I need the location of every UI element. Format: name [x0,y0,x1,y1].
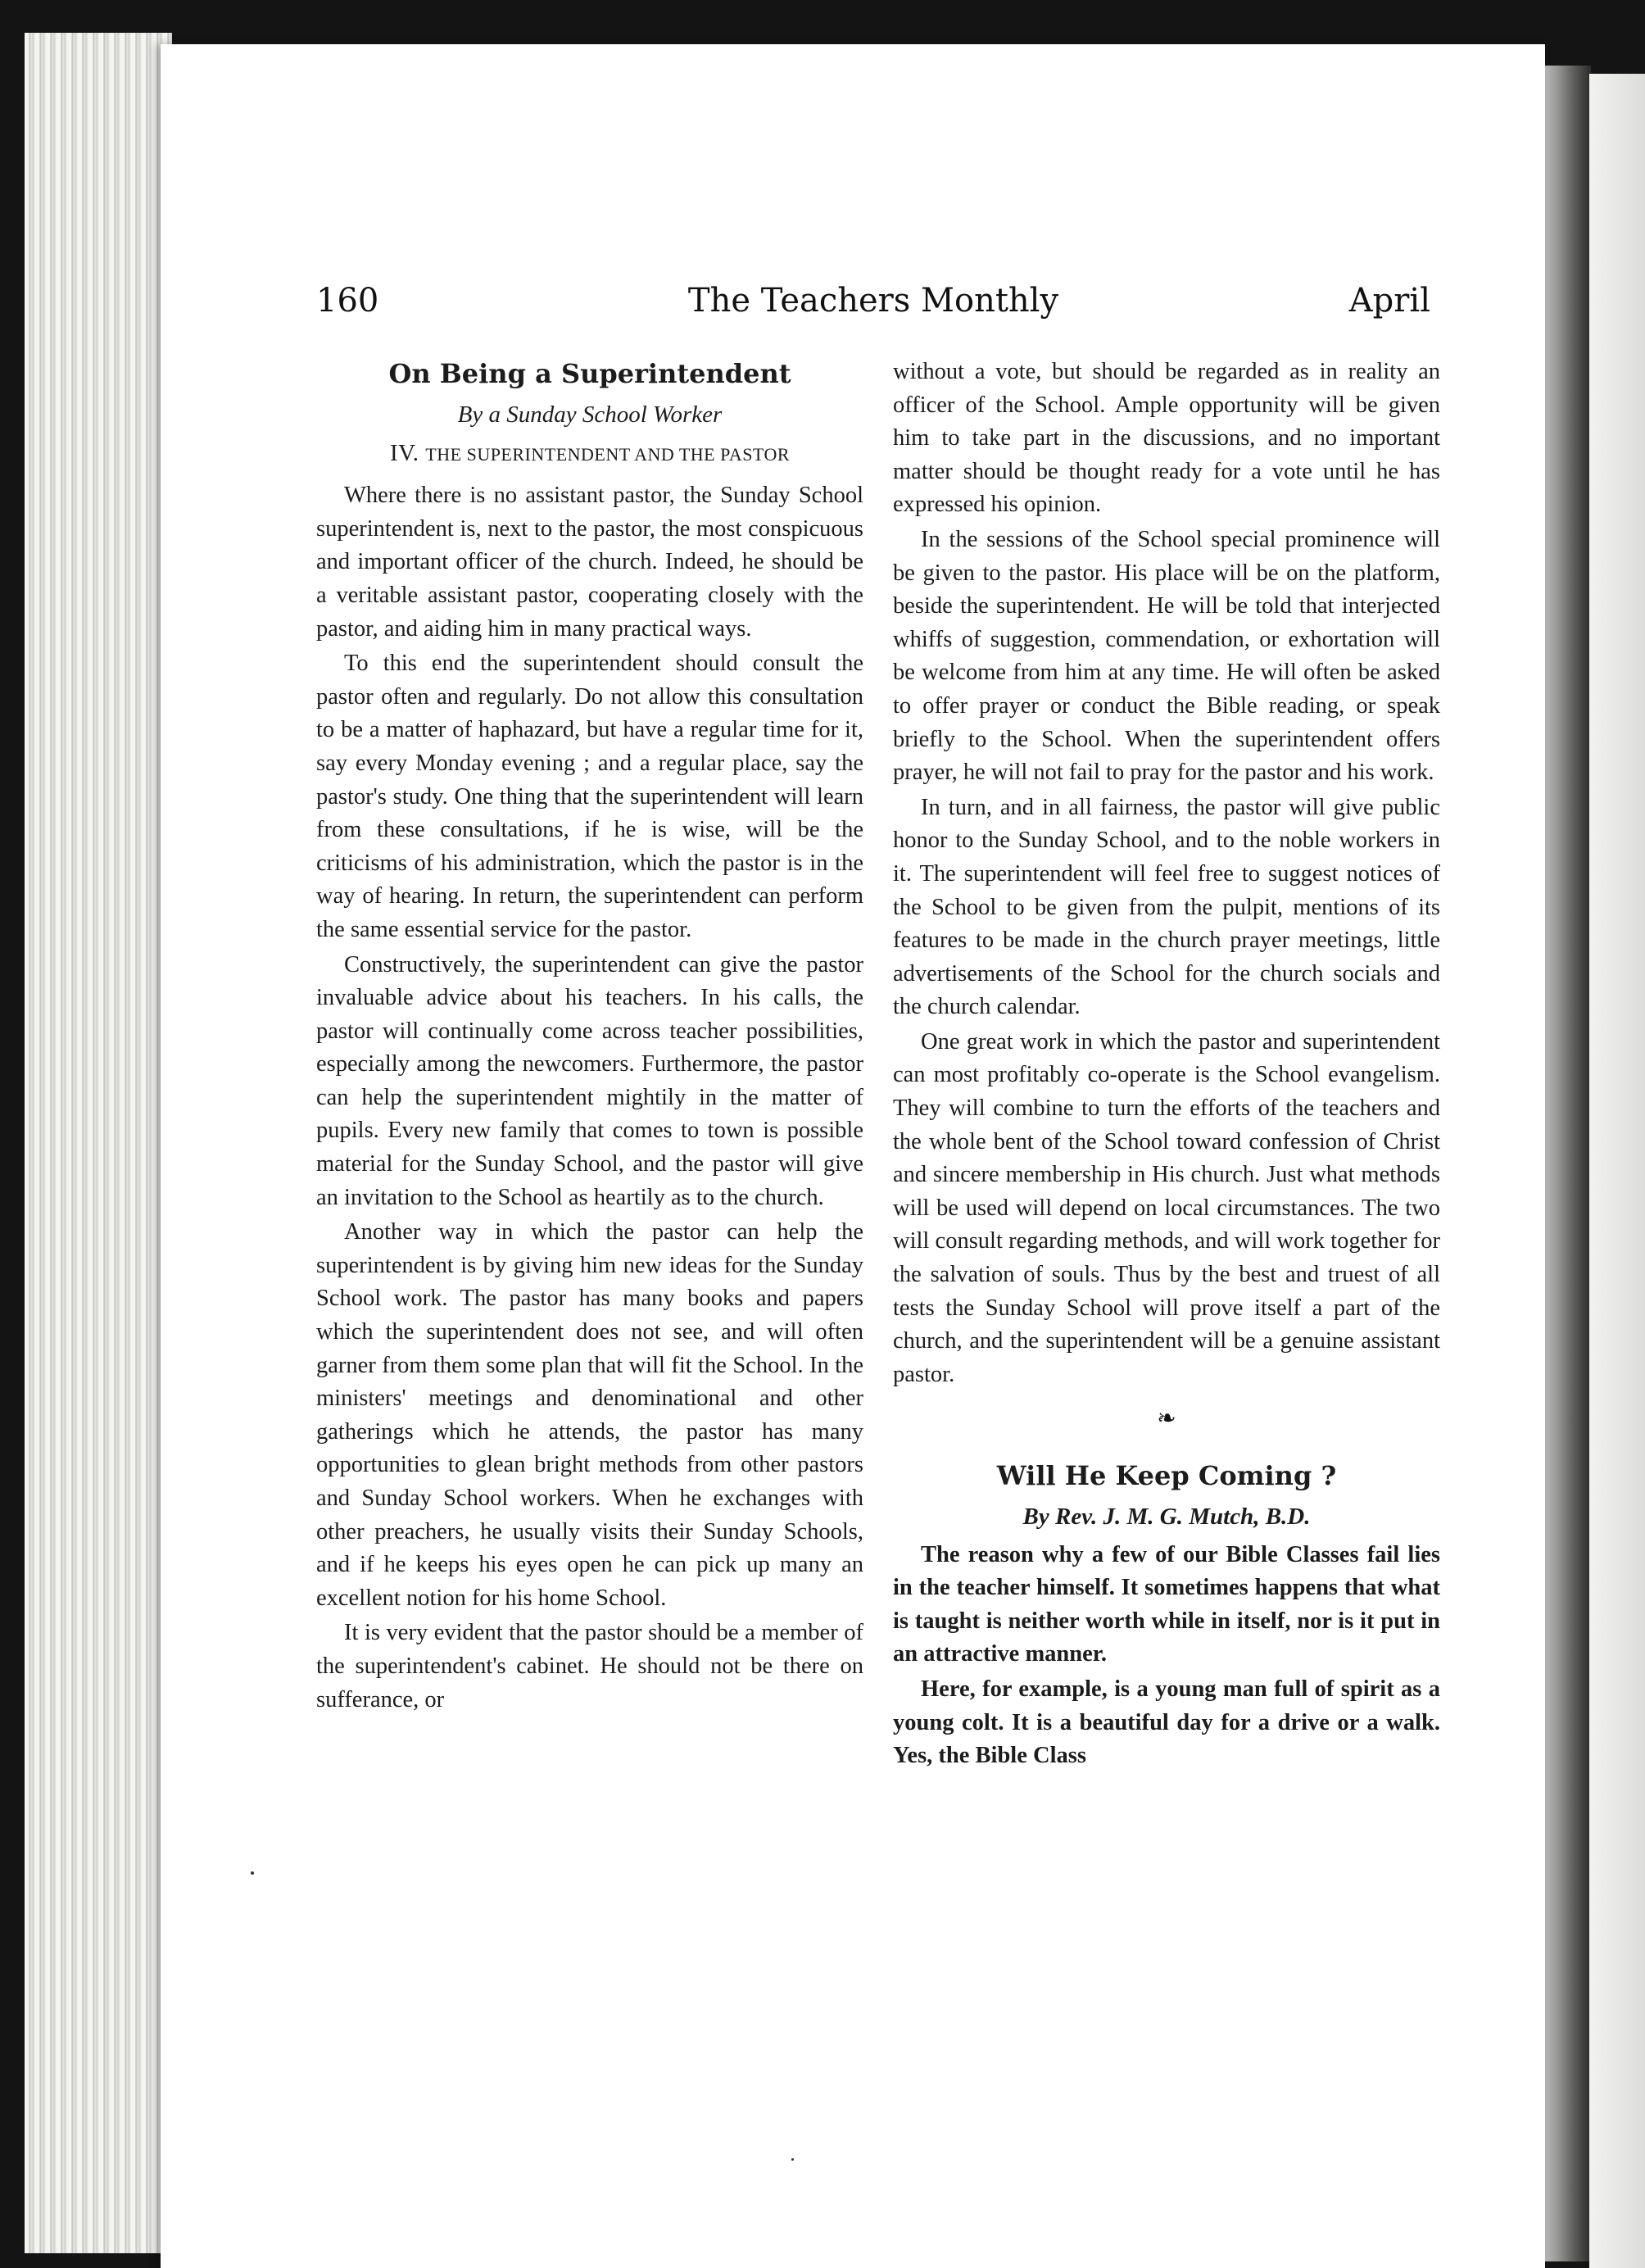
book-page [161,44,1545,2268]
section-ornament-icon: ❧ [1157,1406,1176,1432]
article-title: On Being a Superintendent [388,358,791,389]
paragraph: It is very evident that the pastor should be a member of the superintendent's cabinet. He should not be there on sufferance, or [316,1620,863,1712]
left-column [316,356,863,1718]
paragraph: In the sessions of the School special prominence will be given to the pastor. His place will be on the platform, beside the superintendent. He will be told that interjected whiffs of suggestion, commendation, or exhortation will be welcome from him at any time. He will often be asked to offer prayer or conduct the Bible reading, or speak briefly to the School. When the superintendent offers prayer, he will not fail to pray for the pastor and his work. [893,526,1440,786]
paragraph: Here, for example, is a young man full of spirit as a young colt. It is a beautiful day for a drive or a walk. Yes, the Bible Class [893,1676,1440,1769]
issue-month: April [1348,282,1430,320]
stacked-page-edges [25,33,172,2253]
right-column [893,356,1440,1775]
facing-page-edge [1589,74,1645,2268]
paragraph: Constructively, the superintendent can give the pastor invaluable advice about his teachers. In his calls, the pastor will continually come across teacher possibilities, especially among the newcomers. Furthermore, the pastor can help the superintendent mightily in the matter of pupils. Every new family that comes to town is possible material for the Sunday School, and the pastor will give an invitation to the School as heartily as to the church. [316,951,863,1210]
dust-speck [791,2158,794,2161]
article-byline: By a Sunday School Worker [457,401,723,428]
paragraph: One great work in which the pastor and superintendent can most profitably co-operate is the School evangelism. They will combine to turn the efforts of the teachers and the whole bent of the School toward confession of Christ and sincere membership in His church. Just what methods will be used will depend on local circumstances. The two will consult regarding methods, and will work together for the salvation of souls. Thus by the best and truest of all tests the Sunday School will prove itself a part of the church, and the superintendent will be a genuine assistant pastor. [893,1028,1440,1387]
running-head [316,282,1430,331]
paragraph: To this end the superintendent should consult the pastor often and regularly. Do not allow this consultation to be a matter of haphazard, but have a regular time for it, say every Monday evening ; and a regular place, say the pastor's study. One thing that the superintendent will learn from these consultations, if he is wise, will be the criticisms of his administration, which the pastor is in the way of hearing. In return, the superintendent can perform the same essential service for the pastor. [316,651,863,942]
section-numeral: IV. [389,439,419,466]
dust-speck [251,1871,254,1875]
journal-title: The Teachers Monthly [687,282,1059,320]
paragraph: Another way in which the pastor can help the superintendent is by giving him new ideas for the Sunday School work. The pastor has many books and papers which the superintendent does not see, and will often garner from them some plan that will fit the School. In the ministers' meetings and denominational and other gatherings which he attends, the pastor has many opportunities to glean bright methods from other pastors and Sunday School workers. When he exchanges with other preachers, he usually visits their Sunday Schools, and if he keeps his eyes open he can pick up many an excellent notion for his home School. [316,1219,863,1611]
paragraph-continued: without a vote, but should be regarded as in reality an officer of the School. Ample opportunity will be given him to take part in the discussions, and no important matter should be thought ready for a vote until he has expressed his opinion. [893,359,1440,518]
article2-body [893,1539,1440,1773]
section-title: THE SUPERINTENDENT AND THE PASTOR [425,443,791,465]
paragraph: Where there is no assistant pastor, the Sunday School superintendent is, next to the pastor, the most conspicuous and important officer of the church. Indeed, he should be a veritable assistant pastor, cooperating closely with the pastor, and aiding him in many practical ways. [316,483,863,642]
paragraph: The reason why a few of our Bible Classes fail lies in the teacher himself. It sometimes happens that what is taught is neither worth while in itself, nor is it put in an attractive manner. [893,1541,1440,1667]
article2-byline: By Rev. J. M. G. Mutch, B.D. [1022,1504,1311,1530]
paragraph: In turn, and in all fairness, the pastor will give public honor to the Sunday School, and to the noble workers in it. The superintendent will feel free to suggest notices of the School to be given from the pulpit, mentions of its features to be made in the church prayer meetings, little advertisements of the School for the church socials and the church calendar. [893,794,1440,1020]
page-number: 160 [316,282,379,320]
section-heading [316,437,863,472]
article2-title: Will He Keep Coming ? [996,1460,1337,1491]
